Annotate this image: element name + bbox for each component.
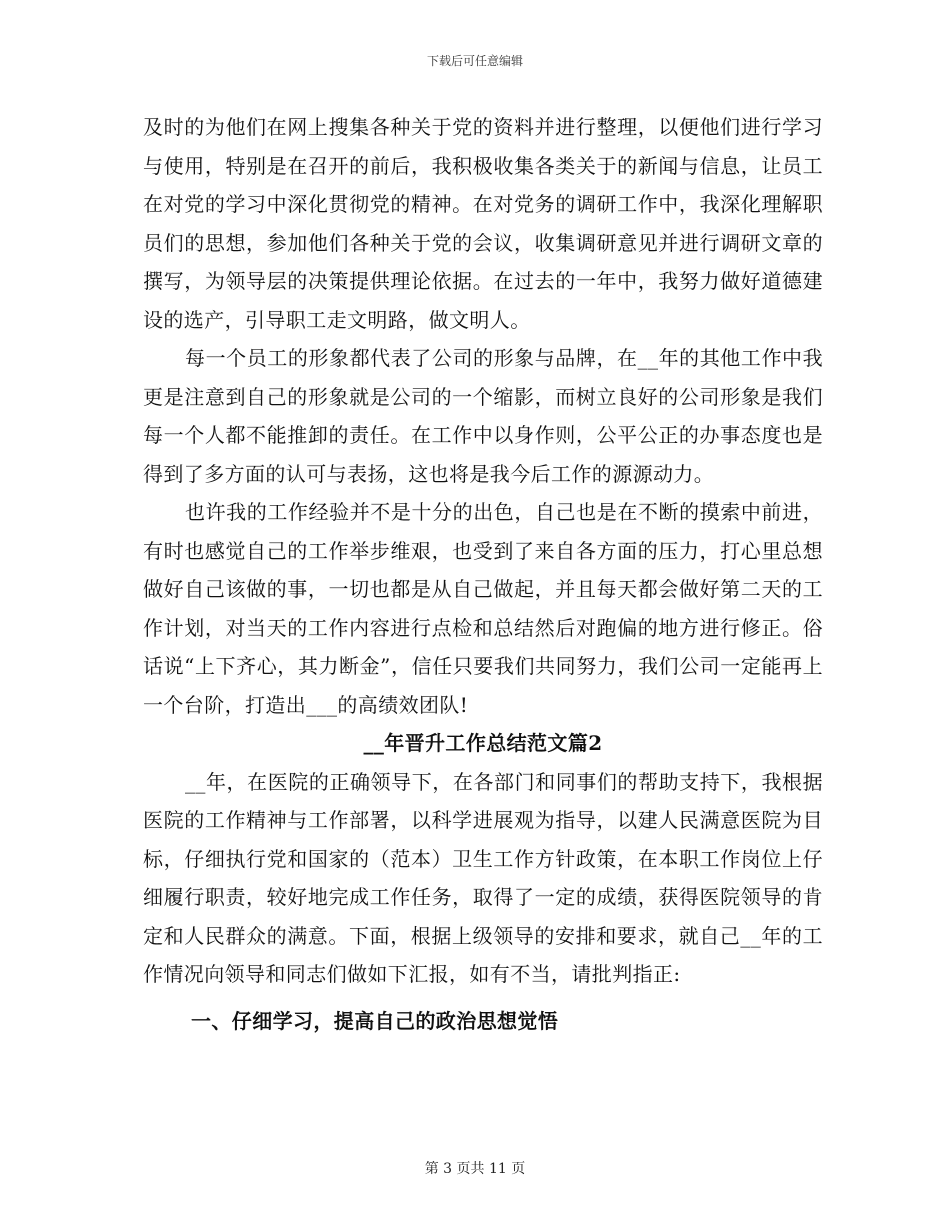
section-heading: 一、仔细学习，提高自己的政治思想觉悟 [191, 1008, 559, 1033]
paragraph-2: 每一个员工的形象都代表了公司的形象与品牌，在__年的其他工作中我更是注意到自己的形象就是公司的一个缩影，而树立良好的公司形象是我们每一个人都不能推卸的责任。在工作中以身作则，公平公正的办事态度也是得到了多方面的认可与表扬，这也将是我今后工作的源源动力。 [143, 346, 823, 486]
page-footer-number: 第 3 页共 11 页 [424, 1161, 526, 1177]
intro-paragraph: __年，在医院的正确领导下，在各部门和同事们的帮助支持下，我根据医院的工作精神与工作部署，以科学进展观为指导，以建人民满意医院为目标，仔细执行党和国家的（范本）卫生工作方针政策，在本职工作岗位上仔细履行职责，较好地完成工作任务，取得了一定的成绩，获得医院领导的肯定和人民群众的满意。下面，根据上级领导的安排和要求，就自己__年的工作情况向领导和同志们做如下汇报，如有不当，请批判指正: [143, 769, 823, 986]
paragraph-1: 及时的为他们在网上搜集各种关于党的资料并进行整理，以便他们进行学习与使用，特别是在召开的前后，我积极收集各类关于的新闻与信息，让员工在对党的学习中深化贯彻党的精神。在对党务的调研工作中，我深化理解职员们的思想，参加他们各种关于党的会议，收集调研意见并进行调研文章的撰写，为领导层的决策提供理论依据。在过去的一年中，我努力做好道德建设的选产，引导职工走文明路，做文明人。 [143, 115, 823, 332]
paragraph-3: 也许我的工作经验并不是十分的出色，自己也是在不断的摸索中前进，有时也感觉自己的工作举步维艰，也受到了来自各方面的压力，打心里总想做好自己该做的事，一切也都是从自己做起，并且每天都会做好第二天的工作计划，对当天的工作内容进行点检和总结然后对跑偏的地方进行修正。俗话说“上下齐心，其力断金”，信任只要我们共同努力，我们公司一定能再上一个台阶，打造出___的高绩效团队! [143, 500, 823, 717]
page-header-note: 下载后可任意编辑 [426, 54, 523, 68]
document-body [143, 108, 823, 1040]
article-title: __年晋升工作总结范文篇2 [363, 731, 603, 755]
